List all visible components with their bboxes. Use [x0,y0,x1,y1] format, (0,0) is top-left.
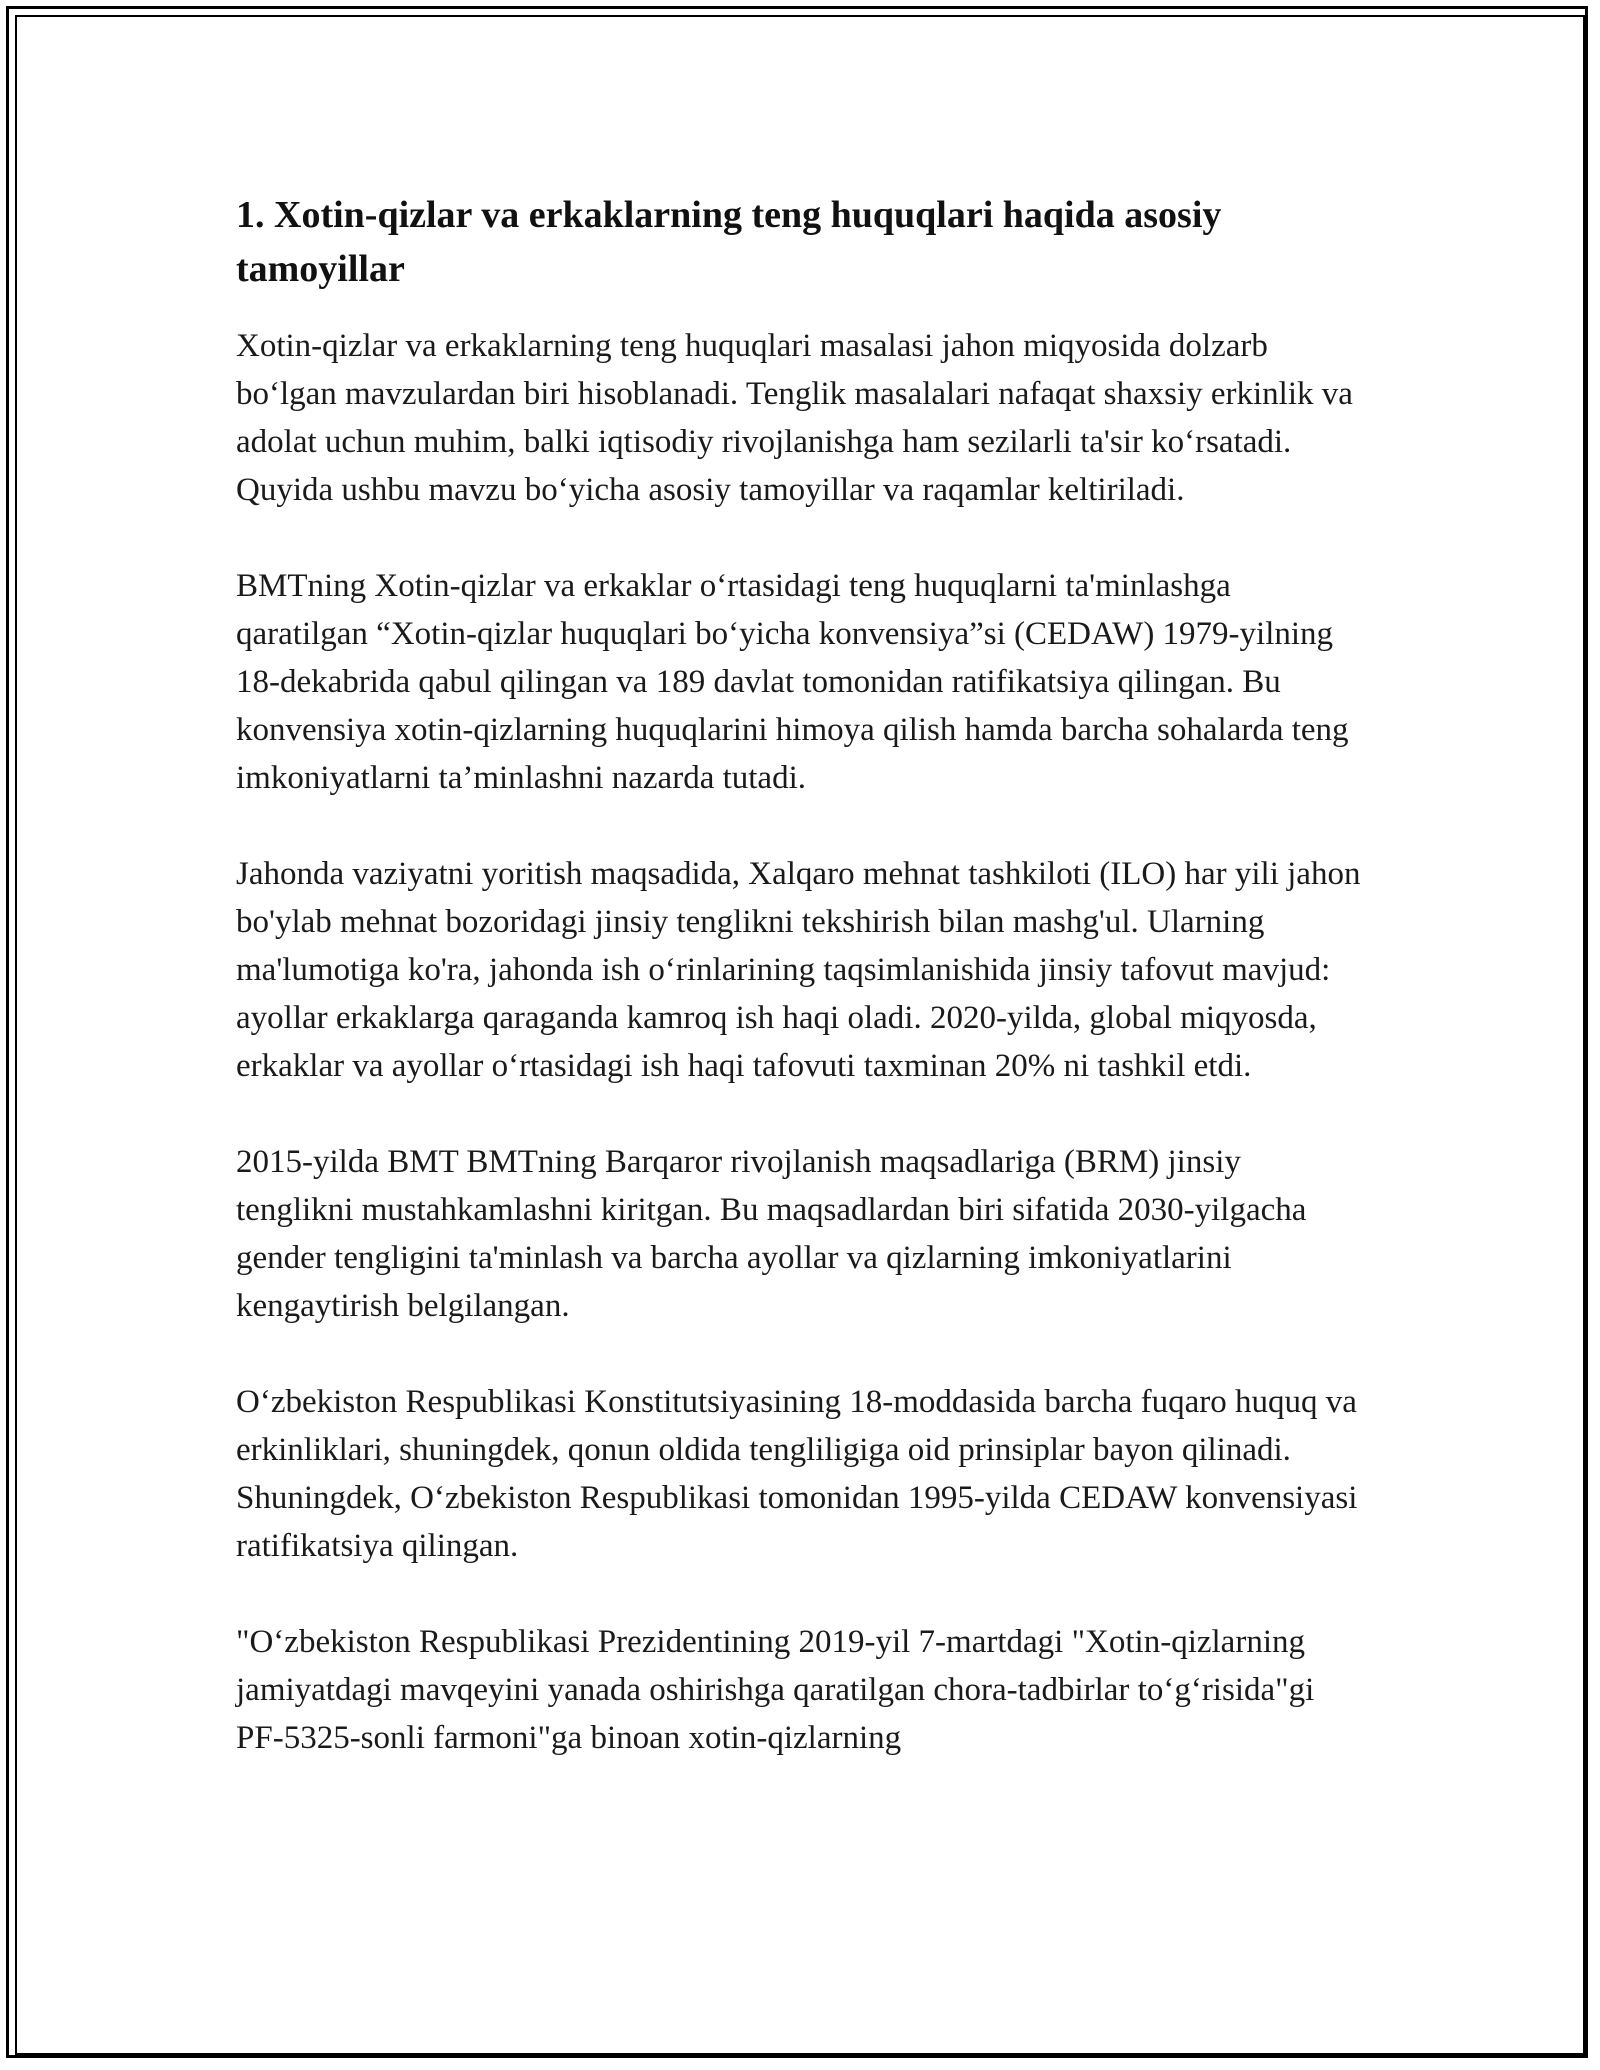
paragraph-ilo: Jahonda vaziyatni yoritish maqsadida, Xalqaro mehnat tashkiloti (ILO) har yili jahon bo'ylab mehnat bozoridagi jinsiy tenglikni tekshirish bilan mashg'ul. Ularning ma'lumotiga ko'ra, jahonda ish o‘rinlarining taqsimlanishida jinsiy tafovut mavjud: ayollar erkaklarga qaraganda kamroq ish haqi oladi. 2020-yilda, global miqyosda, erkaklar va ayollar o‘rtasidagi ish haqi tafovuti taxminan 20% ni tashkil etdi. [236,856,1361,1084]
document-body [236,188,1366,1810]
paragraph-constitution: O‘zbekiston Respublikasi Konstitutsiyasining 18-moddasida barcha fuqaro huquq va erkinliklari, shuningdek, qonun oldida tengliligiga oid prinsiplar bayon qilinadi. Shuningdek, O‘zbekiston Respublikasi tomonidan 1995-yilda CEDAW konvensiyasi ratifikatsiya qilingan. [236,1384,1358,1564]
paragraph-cedaw: BMTning Xotin-qizlar va erkaklar o‘rtasidagi teng huquqlarni ta'minlashga qaratilgan “Xotin-qizlar huquqlari bo‘yicha konvensiya”si (CEDAW) 1979-yilning 18-dekabrida qabul qilingan va 189 davlat tomonidan ratifikatsiya qilingan. Bu konvensiya xotin-qizlarning huquqlarini himoya qilish hamda barcha sohalarda teng imkoniyatlarni ta’minlashni nazarda tutadi. [236,568,1349,796]
paragraph-intro: Xotin-qizlar va erkaklarning teng huquqlari masalasi jahon miqyosida dolzarb bo‘lgan mavzulardan biri hisoblanadi. Tenglik masalalari nafaqat shaxsiy erkinlik va adolat uchun muhim, balki iqtisodiy rivojlanishga ham sezilarli ta'sir ko‘rsatadi. Quyida ushbu mavzu bo‘yicha asosiy tamoyillar va raqamlar keltiriladi. [236,328,1353,508]
paragraph-decree: "O‘zbekiston Respublikasi Prezidentining 2019-yil 7-martdagi "Xotin-qizlarning jamiyatdagi mavqeyini yanada oshirishga qaratilgan chora-tadbirlar to‘g‘risida"gi PF-5325-sonli farmoni"ga binoan xotin-qizlarning [236,1624,1315,1756]
section-heading: 1. Xotin-qizlar va erkaklarning teng huquqlari haqida asosiy tamoyillar [236,194,1222,290]
paragraph-sdg: 2015-yilda BMT BMTning Barqaror rivojlanish maqsadlariga (BRM) jinsiy tenglikni mustahkamlashni kiritgan. Bu maqsadlardan biri sifatida 2030-yilgacha gender tengligini ta'minlash va barcha ayollar va qizlarning imkoniyatlarini kengaytirish belgilangan. [236,1144,1307,1324]
